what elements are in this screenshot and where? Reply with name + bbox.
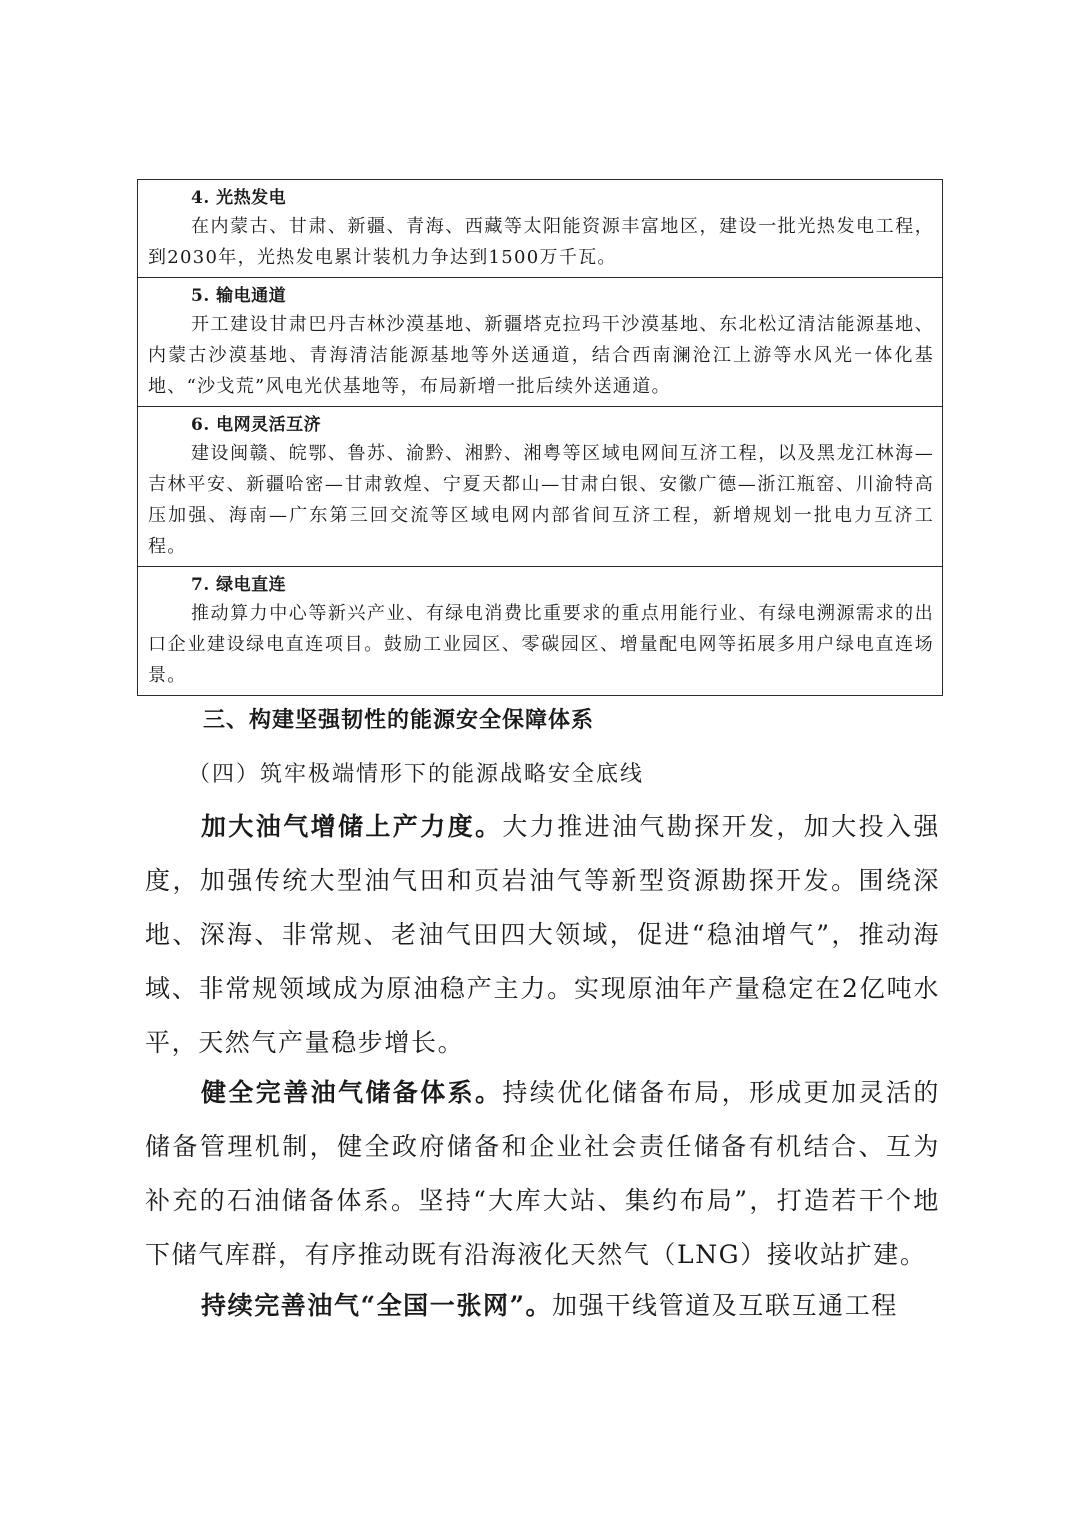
paragraph [145, 800, 940, 1070]
paragraph-text: 加强干线管道及互联互通工程 [552, 1291, 898, 1320]
paragraph-lead: 健全完善油气储备体系。 [201, 1078, 503, 1107]
table-cell [138, 180, 942, 278]
cell-body: 开工建设甘肃巴丹吉林沙漠基地、新疆塔克拉玛干沙漠基地、东北松辽清洁能源基地、内蒙古沙漠基地、青海清洁能源基地等外送通道，结合西南澜沧江上游等水风光一体化基地、“沙戈荒”风电光伏基地等，布局新增一批后续外送通道。 [148, 314, 934, 397]
cell-body: 建设闽赣、皖鄂、鲁苏、渝黔、湘黔、湘粤等区域电网间互济工程，以及黑龙江林海—吉林平安、新疆哈密—甘肃敦煌、宁夏天都山—甘肃白银、安徽广德—浙江瓶窑、川渝特高压加强、海南—广东第三回交流等区域电网内部省间互济工程，新增规划一批电力互济工程。 [148, 443, 934, 557]
paragraph [145, 1066, 940, 1282]
paragraph-lead: 持续完善油气“全国一张网”。 [201, 1291, 553, 1320]
table-cell [138, 407, 942, 567]
table-cell [138, 278, 942, 407]
section-heading: 三、构建坚强韧性的能源安全保障体系 [203, 708, 595, 733]
table-cell [138, 567, 942, 695]
cell-title: 6. 电网灵活互济 [191, 415, 322, 435]
paragraph [145, 1279, 940, 1333]
cell-body: 在内蒙古、甘肃、新疆、青海、西藏等太阳能资源丰富地区，建设一批光热发电工程，到2030年，光热发电累计装机力争达到1500万千瓦。 [148, 216, 934, 268]
subsection-heading: （四）筑牢极端情形下的能源战略安全底线 [188, 762, 645, 787]
paragraph-lead: 加大油气增储上产力度。 [201, 812, 503, 841]
cell-body: 推动算力中心等新兴产业、有绿电消费比重要求的重点用能行业、有绿电溯源需求的出口企业建设绿电直连项目。鼓励工业园区、零碳园区、增量配电网等拓展多用户绿电直连场景。 [148, 603, 934, 686]
cell-title: 7. 绿电直连 [191, 575, 287, 595]
paragraph-text: 大力推进油气勘探开发，加大投入强度，加强传统大型油气田和页岩油气等新型资源勘探开发。围绕深地、深海、非常规、老油气田四大领域，促进“稳油增气”，推动海域、非常规领域成为原油稳产主力。实现原油年产量稳定在2亿吨水平，天然气产量稳步增长。 [145, 812, 940, 1057]
cell-title: 4. 光热发电 [191, 188, 287, 208]
paragraph-text: 持续优化储备布局，形成更加灵活的储备管理机制，健全政府储备和企业社会责任储备有机结合、互为补充的石油储备体系。坚持“大库大站、集约布局”，打造若干个地下储气库群，有序推动既有沿海液化天然气（LNG）接收站扩建。 [145, 1078, 940, 1269]
cell-title: 5. 输电通道 [191, 286, 287, 306]
project-table [137, 179, 943, 696]
